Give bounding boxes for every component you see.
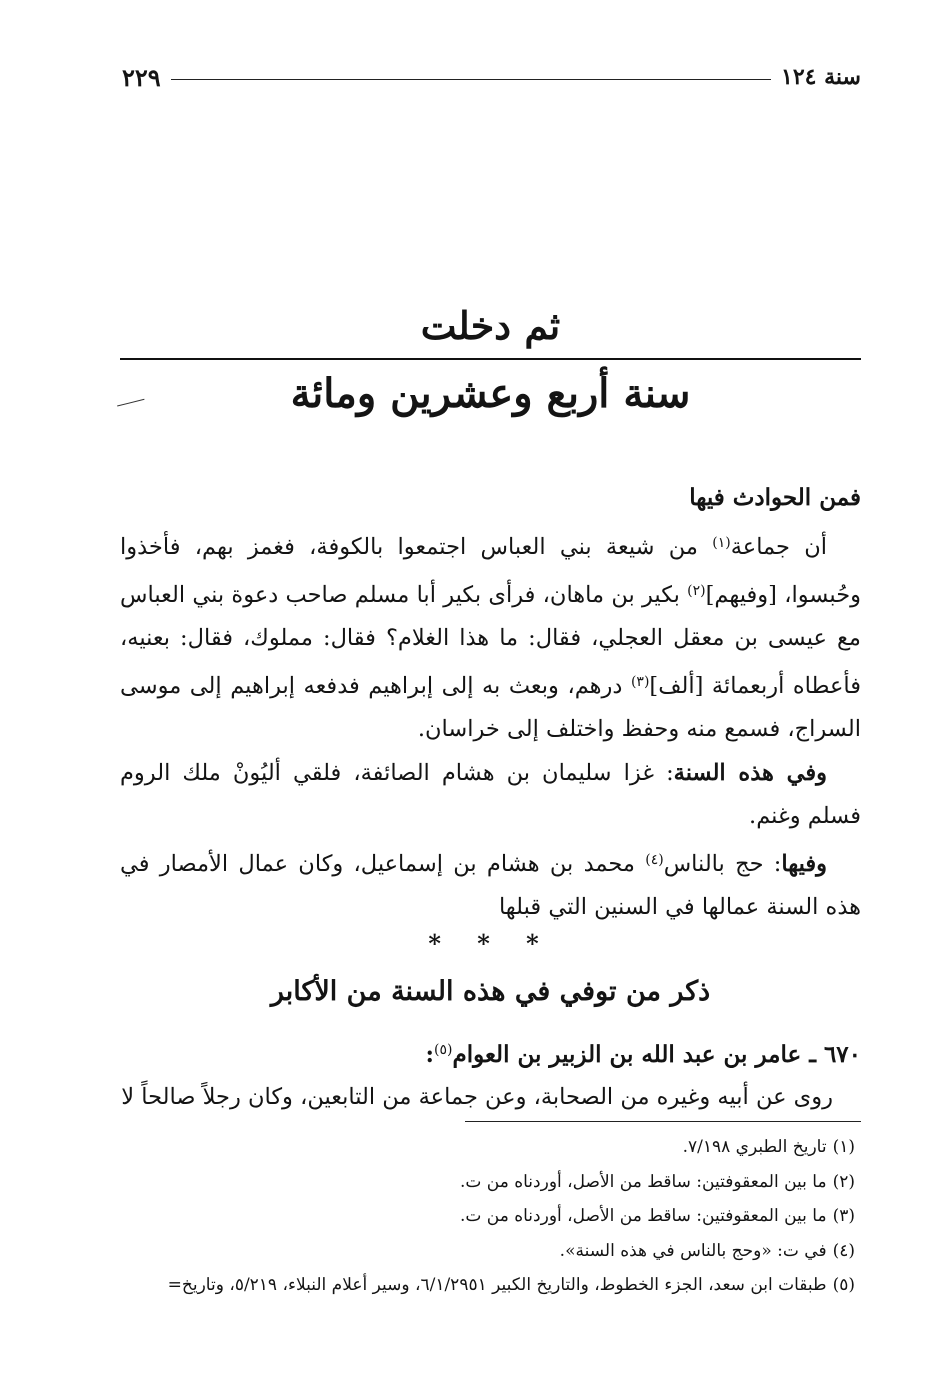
entry-number-name: ٦٧٠ ـ عامر بن عبد الله بن الزبير بن العوام [452, 1040, 861, 1068]
footnote-ref-4: (٤) [645, 851, 664, 868]
para3-text-1: : حج بالناس [663, 850, 782, 877]
footnote [120, 1234, 855, 1269]
title-line-then-entered: ثم دخلت [420, 303, 561, 348]
para1-text-1: أن جماعة [730, 534, 828, 560]
footnote-ref-1: (١) [712, 535, 731, 551]
para3-lead: وفيها [781, 850, 827, 877]
para1-text-4: درهم، وبعث به إلى إبراهيم فدفعه إبراهيم إلى موسى السراج، فسمع منه وحفظ واختلف إلى خراسان. [120, 672, 861, 742]
footnote-text: ما بين المعقوفتين: ساقط من الأصل، أوردناه من ت. [459, 1171, 827, 1192]
footnote-text: طبقات ابن سعد، الجزء الخطوط، والتاريخ الكبير ٦/١/٢٩٥١، وسير أعلام النبلاء، ٥/٢١٩، وتاريخ= [167, 1275, 827, 1295]
entry-colon: : [425, 1040, 434, 1068]
events-heading: فمن الحوادث فيها [689, 484, 861, 511]
chapter-title [120, 300, 861, 422]
para1-text-2: من شيعة بني العباس اجتمعوا بالكوفة، فغمز بهم، فأخذوا وحُبسوا، [وفيهم] [120, 534, 861, 608]
paragraph-pilgrimage [120, 839, 861, 930]
para3-text-2: محمد بن هشام بن إسماعيل، وكان عمال الأمصار في هذه السنة عمالها في السنين التي قبلها [120, 850, 861, 920]
footnote-mark: (٤) [832, 1240, 855, 1261]
deaths-heading: ذكر من توفي في هذه السنة من الأكابر [270, 975, 711, 1007]
footnote-mark: (٥) [832, 1275, 855, 1295]
paragraph-abbasid-followers [120, 522, 861, 752]
footnote-mark: (٣) [832, 1206, 855, 1226]
biography-entry-heading [120, 1028, 861, 1077]
footnote-ref-5: (٥) [433, 1041, 453, 1058]
footnote-text: ما بين المعقوفتين: ساقط من الأصل، أوردناه من ت. [459, 1206, 827, 1226]
page-number: ٢٢٩ [122, 62, 161, 92]
footnote-mark: (١) [832, 1137, 855, 1157]
footnote-text: تاريخ الطبري ٧/١٩٨. [682, 1137, 827, 1157]
para2-text: : غزا سليمان بن هشام الصائفة، فلقي أليُونْ ملك الروم فسلم وغنم. [120, 759, 861, 829]
header-rule [171, 79, 771, 80]
footnote-ref-3: (٣) [630, 673, 650, 690]
title-line-year: سنة أربع وعشرين ومائة [290, 370, 691, 417]
footnote-separator [465, 1121, 861, 1122]
footnotes [120, 1130, 855, 1303]
footnote [120, 1165, 855, 1200]
footnote [120, 1130, 855, 1165]
biography-entry-text: روى عن أبيه وغيره من الصحابة، وعن جماعة من التابعين، وكان رجلاً صالحاً لا [121, 1083, 833, 1110]
paragraph-summer-raid [120, 752, 861, 839]
footnote-mark: (٢) [832, 1171, 855, 1192]
footnote-ref-2: (٢) [687, 582, 706, 599]
running-header [122, 60, 861, 94]
footnote-text: في ت: «وحج بالناس في هذه السنة». [559, 1240, 827, 1261]
section-divider-stars: * * * [428, 928, 553, 958]
footnote [120, 1199, 855, 1234]
running-section-label: سنة ١٢٤ [781, 64, 861, 90]
para2-lead: وفي هذه السنة [673, 759, 827, 786]
footnote [120, 1268, 855, 1303]
main-text [120, 480, 861, 1117]
title-rule [120, 358, 861, 360]
para1-text-3: بكير بن ماهان، فرأى بكير أبا مسلم صاحب دعوة بني العباس مع عيسى بن معقل العجلي، فقال: ما هذا الغلام؟ فقال: مملوك، فقال: بعنيه، فأعطاه أربعمائة [ألف] [120, 581, 861, 699]
